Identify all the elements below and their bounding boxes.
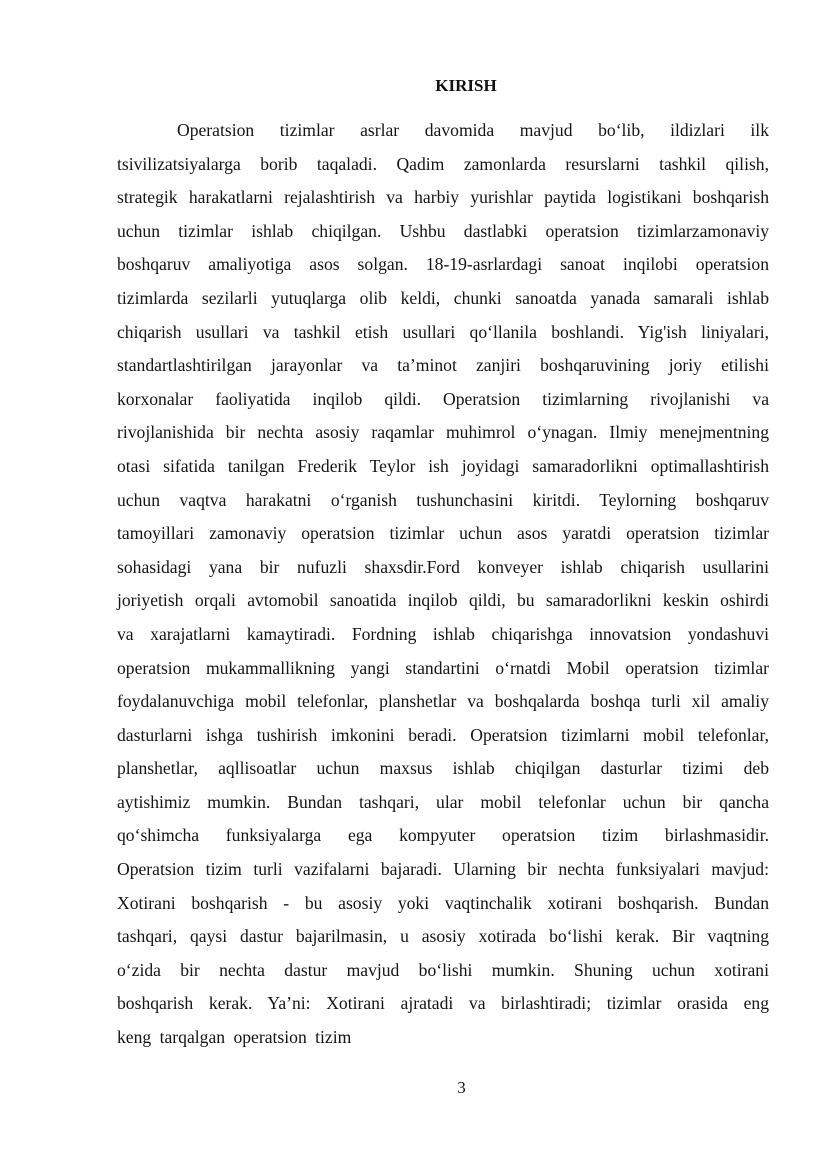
paragraph-line: qo‘shimcha funksiyalarga ega kompyuter operatsion tizim birlashmasidir.	[117, 825, 769, 846]
paragraph-line: aytishimiz mumkin. Bundan tashqari, ular mobil telefonlar uchun bir qancha	[117, 791, 769, 812]
paragraph-line: joriyetish orqali avtomobil sanoatida inqilob qildi, bu samaradorlikni keskin oshirdi	[117, 590, 769, 611]
paragraph-line: planshetlar, aqllisoatlar uchun maxsus ishlab chiqilgan dasturlar tizimi deb	[117, 758, 769, 779]
paragraph-line: uchun vaqtva harakatni o‘rganish tushunchasini kiritdi. Teylorning boshqaruv	[117, 489, 769, 510]
paragraph-line: dasturlarni ishga tushirish imkonini beradi. Operatsion tizimlarni mobil telefonlar,	[117, 724, 769, 745]
paragraph-line: sohasidagi yana bir nufuzli shaxsdir.Ford konveyer ishlab chiqarish usullarini	[117, 556, 769, 577]
paragraph-line: operatsion mukammallikning yangi standartini o‘rnatdi Mobil operatsion tizimlar	[117, 657, 769, 678]
paragraph-line: tashqari, qaysi dastur bajarilmasin, u asosiy xotirada bo‘lishi kerak. Bir vaqtning	[117, 926, 769, 947]
page-number: 3	[457, 1078, 466, 1097]
paragraph-line: Xotirani boshqarish - bu asosiy yoki vaqtinchalik xotirani boshqarish. Bundan	[117, 892, 769, 913]
paragraph-line: uchun tizimlar ishlab chiqilgan. Ushbu dastlabki operatsion tizimlarzamonaviy	[117, 220, 769, 241]
paragraph-line: boshqaruv amaliyotiga asos solgan. 18-19-asrlardagi sanoat inqilobi operatsion	[117, 254, 769, 275]
paragraph-line: Operatsion tizim turli vazifalarni bajaradi. Ularning bir nechta funksiyalari mavjud:	[117, 859, 769, 880]
paragraph-line: chiqarish usullari va tashkil etish usullari qo‘llanila boshlandi. Yig'ish liniyalari,	[117, 321, 769, 342]
section-heading: KIRISH	[435, 76, 497, 95]
paragraph-line: boshqarish kerak. Ya’ni: Xotirani ajratadi va birlashtiradi; tizimlar orasida eng	[117, 993, 769, 1014]
paragraph-line: Operatsion tizimlar asrlar davomida mavjud bo‘lib, ildizlari ilk	[177, 120, 769, 140]
paragraph-line: tamoyillari zamonaviy operatsion tizimlar uchun asos yaratdi operatsion tizimlar	[117, 523, 769, 544]
paragraph-line: rivojlanishida bir nechta asosiy raqamlar muhimrol o‘ynagan. Ilmiy menejmentning	[117, 422, 769, 443]
paragraph-line: otasi sifatida tanilgan Frederik Teylor ish joyidagi samaradorlikni optimallashtirish	[117, 455, 769, 476]
paragraph-line: tsivilizatsiyalarga borib taqaladi. Qadim zamonlarda resurslarni tashkil qilish,	[117, 153, 769, 174]
paragraph-line: standartlashtirilgan jarayonlar va ta’minot zanjiri boshqaruvining joriy etilishi	[117, 355, 769, 376]
paragraph-line: o‘zida bir nechta dastur mavjud bo‘lishi mumkin. Shuning uchun xotirani	[117, 959, 769, 980]
paragraph-line: tizimlarda sezilarli yutuqlarga olib keldi, chunki sanoatda yanada samarali ishlab	[117, 287, 769, 308]
paragraph-line: korxonalar faoliyatida inqilob qildi. Operatsion tizimlarning rivojlanishi va	[117, 388, 769, 409]
body-paragraph	[117, 114, 769, 1055]
paragraph-line: keng tarqalgan operatsion tizim	[117, 1027, 352, 1048]
paragraph-line: strategik harakatlarni rejalashtirish va harbiy yurishlar paytida logistikani boshqarish	[117, 187, 769, 208]
paragraph-line: va xarajatlarni kamaytiradi. Fordning ishlab chiqarishga innovatsion yondashuvi	[117, 623, 769, 644]
paragraph-line: foydalanuvchiga mobil telefonlar, planshetlar va boshqalarda boshqa turli xil amaliy	[117, 691, 769, 712]
